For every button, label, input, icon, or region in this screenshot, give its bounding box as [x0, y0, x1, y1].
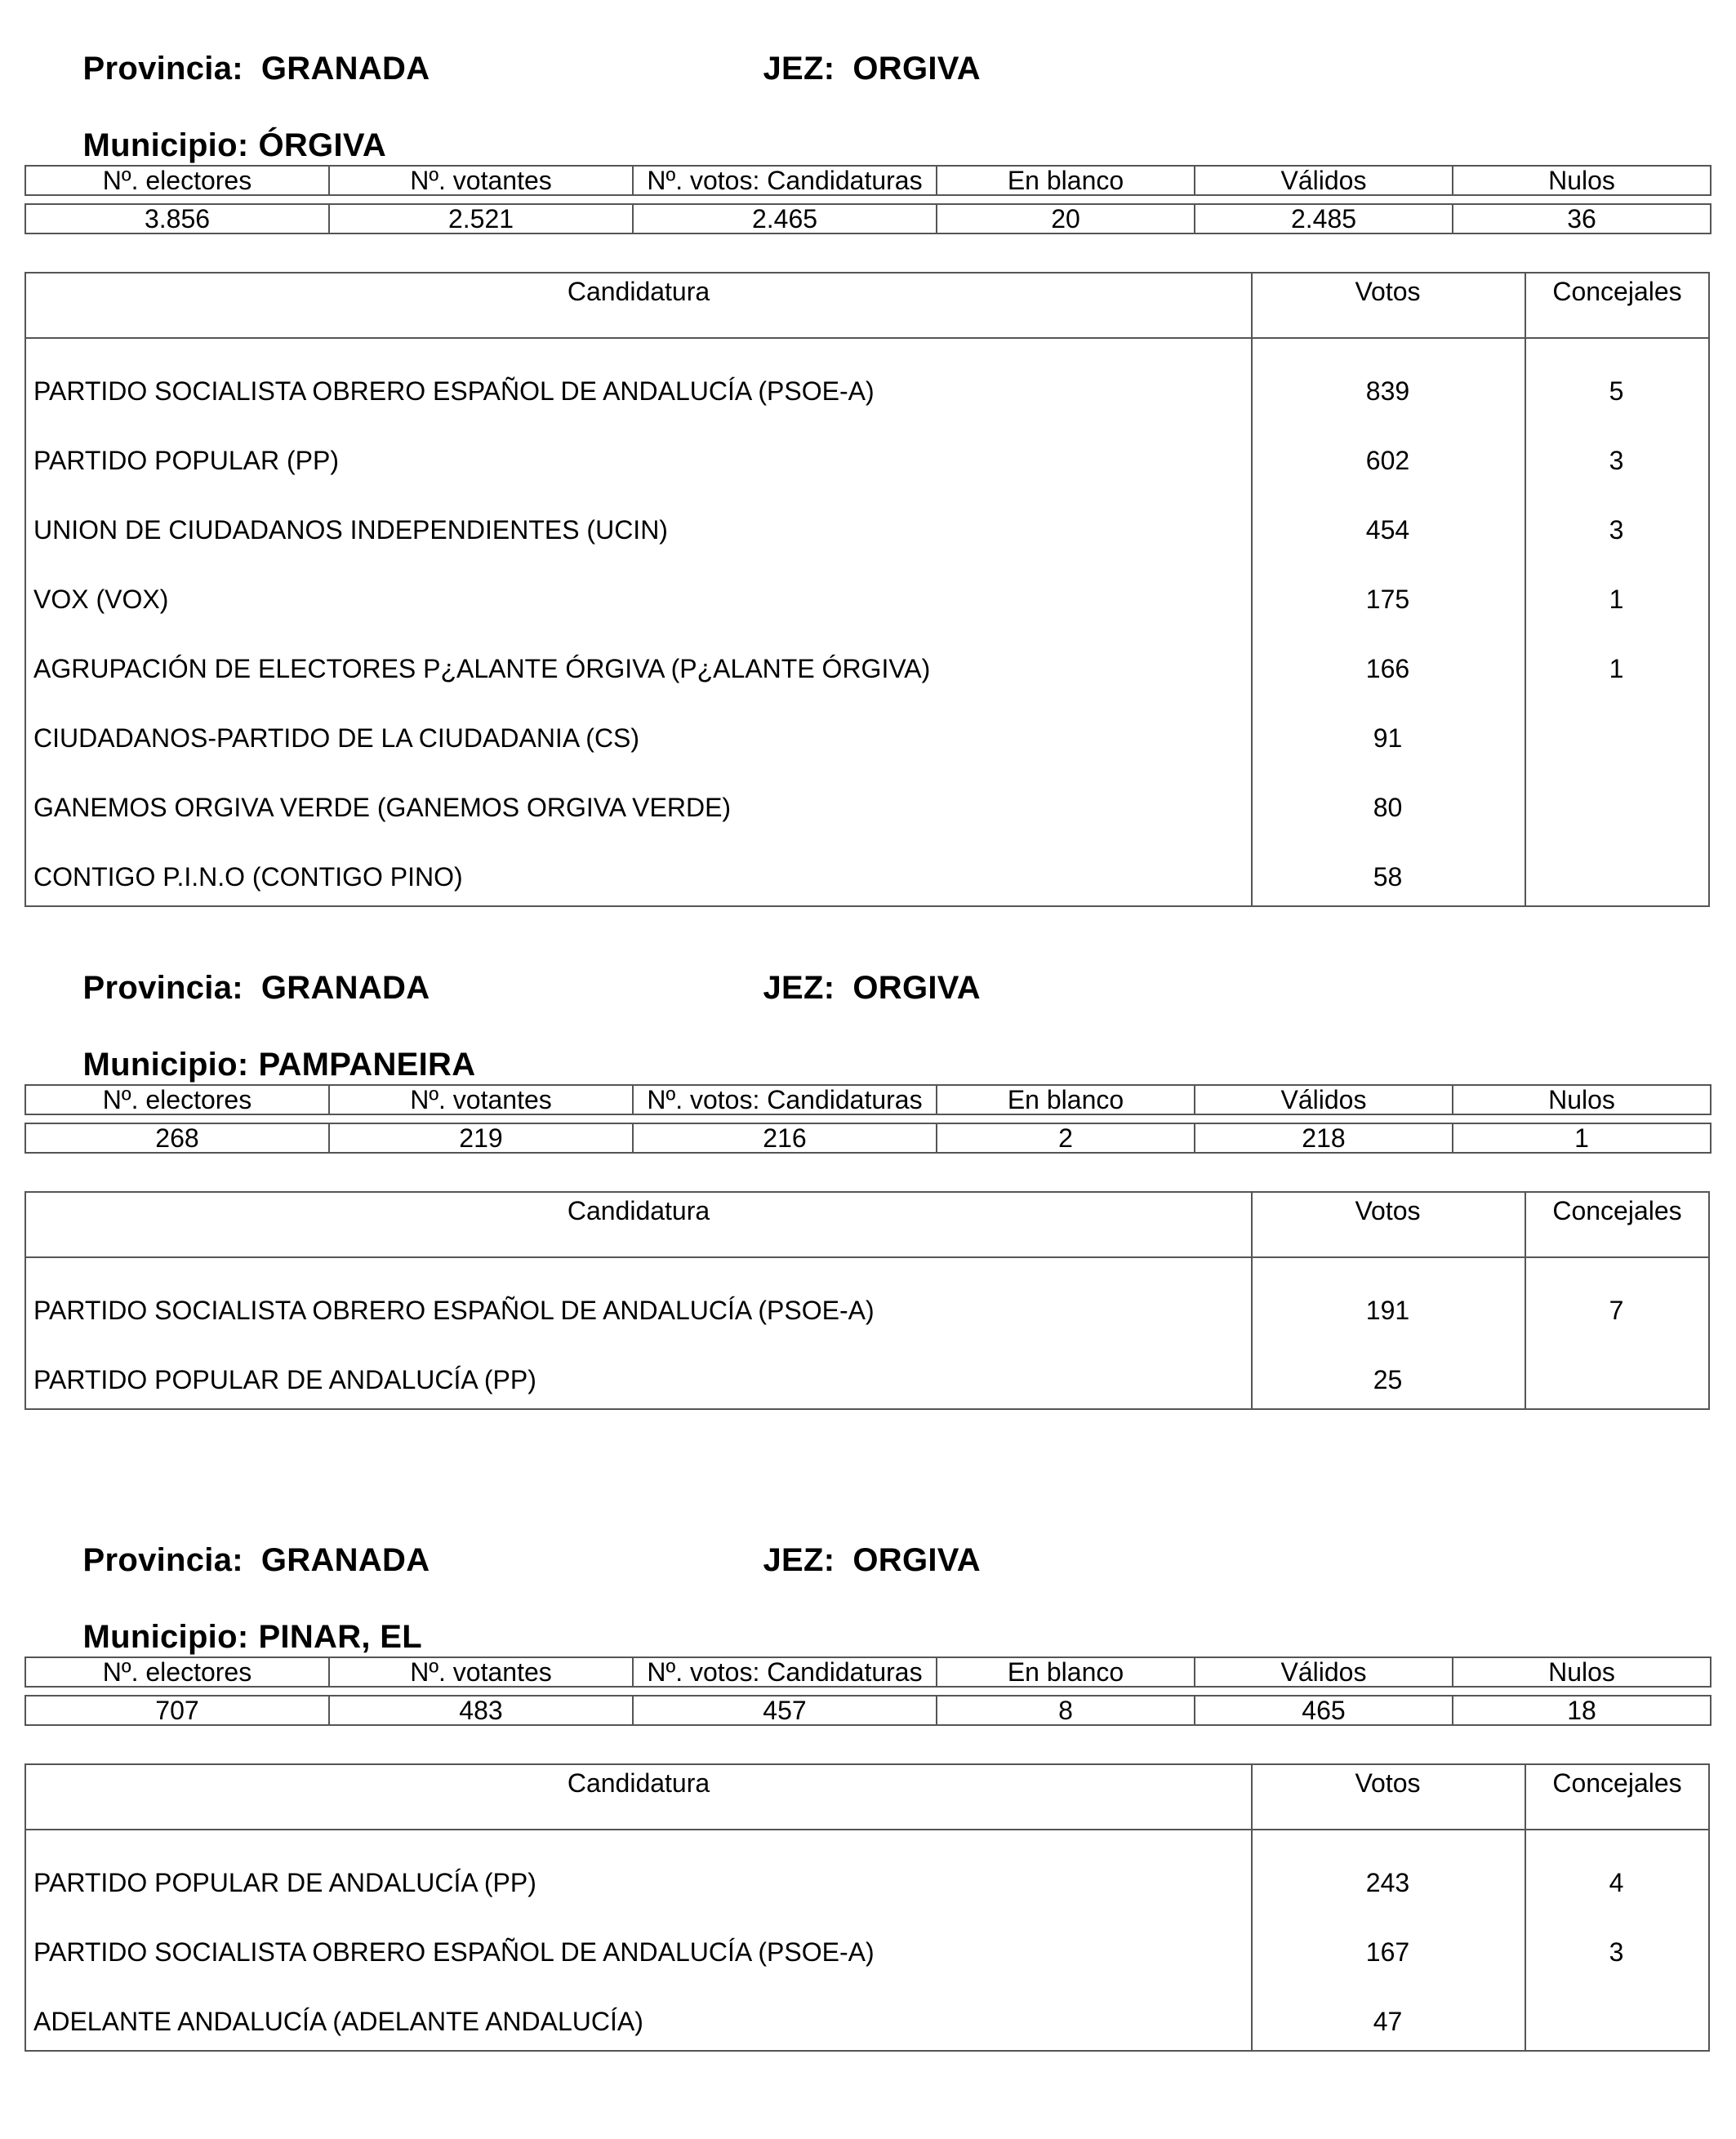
stats-value-votantes: 2.521 [329, 204, 633, 233]
candidate-votes: 454 [1365, 515, 1410, 545]
stats-value-votos-candidaturas: 216 [633, 1123, 937, 1153]
jez-value: ORGIVA [852, 1542, 981, 1578]
municipio-value: PAMPANEIRA [258, 1047, 476, 1083]
stats-value-row [25, 1696, 1711, 1725]
candidate-votes: 175 [1365, 585, 1410, 614]
provincia-label: Provincia: [82, 1542, 243, 1578]
header-concejales: Concejales [1525, 273, 1708, 337]
table-row [26, 704, 1708, 773]
stats-table [24, 1084, 1712, 1154]
stats-header-row [25, 1657, 1711, 1687]
table-row [26, 357, 1708, 426]
stats-value-votantes: 219 [329, 1123, 633, 1153]
candidate-votes: 167 [1365, 1937, 1410, 1967]
municipio-label: Municipio: [82, 1619, 249, 1655]
candidate-votes: 602 [1365, 446, 1410, 475]
candidate-seats: 1 [1609, 585, 1624, 614]
table-row [26, 843, 1708, 905]
candidate-votes: 839 [1365, 376, 1410, 406]
candidates-table [24, 1191, 1710, 1410]
jez-value: ORGIVA [852, 51, 981, 87]
header-votos: Votos [1251, 273, 1523, 337]
stats-header-votantes: Nº. votantes [329, 166, 633, 195]
candidate-name: PARTIDO POPULAR (PP) [33, 446, 339, 475]
stats-value-electores: 707 [25, 1696, 329, 1725]
header-candidatura: Candidatura [567, 1196, 710, 1225]
stats-header-nulos: Nulos [1453, 166, 1711, 195]
table-row [26, 1987, 1708, 2050]
municipio-label: Municipio: [82, 127, 249, 163]
table-row [26, 1848, 1708, 1918]
jez-label: JEZ: [763, 51, 835, 87]
candidate-name: CIUDADANOS-PARTIDO DE LA CIUDADANIA (CS) [33, 723, 640, 753]
stats-value-en-blanco: 8 [937, 1696, 1195, 1725]
candidate-votes: 58 [1373, 862, 1403, 892]
header-concejales: Concejales [1525, 1765, 1708, 1829]
stats-value-votos-candidaturas: 2.465 [633, 204, 937, 233]
stats-header-en-blanco: En blanco [937, 1085, 1195, 1114]
candidate-seats: 3 [1609, 446, 1624, 475]
candidate-votes: 47 [1373, 2007, 1403, 2036]
candidate-votes: 191 [1365, 1296, 1410, 1325]
jez-header [707, 1511, 981, 1609]
candidate-seats: 7 [1609, 1296, 1624, 1325]
candidates-header-row [26, 273, 1708, 339]
stats-header-row [25, 166, 1711, 195]
provincia-value: GRANADA [260, 51, 430, 87]
candidate-votes: 243 [1365, 1868, 1410, 1897]
candidate-votes: 166 [1365, 654, 1410, 683]
stats-header-nulos: Nulos [1453, 1085, 1711, 1114]
stats-header-en-blanco: En blanco [937, 166, 1195, 195]
table-row [26, 1276, 1708, 1345]
stats-header-electores: Nº. electores [25, 1657, 329, 1687]
candidate-votes: 80 [1373, 793, 1403, 822]
stats-table [24, 165, 1712, 234]
candidate-name: PARTIDO SOCIALISTA OBRERO ESPAÑOL DE ANDALUCÍA (PSOE-A) [33, 1937, 875, 1967]
candidate-seats: 3 [1609, 1937, 1624, 1967]
stats-value-en-blanco: 2 [937, 1123, 1195, 1153]
header-candidatura: Candidatura [567, 277, 710, 306]
stats-header-votantes: Nº. votantes [329, 1657, 633, 1687]
candidates-table [24, 1763, 1710, 2052]
stats-value-votantes: 483 [329, 1696, 633, 1725]
candidate-seats: 3 [1609, 515, 1624, 545]
header-candidatura: Candidatura [567, 1768, 710, 1798]
candidate-seats: 5 [1609, 376, 1624, 406]
candidate-name: CONTIGO P.I.N.O (CONTIGO PINO) [33, 862, 463, 892]
candidate-name: PARTIDO POPULAR DE ANDALUCÍA (PP) [33, 1868, 536, 1897]
stats-value-nulos: 18 [1453, 1696, 1711, 1725]
stats-header-electores: Nº. electores [25, 1085, 329, 1114]
table-row [26, 634, 1708, 704]
stats-header-votos-candidaturas: Nº. votos: Candidaturas [633, 1085, 937, 1114]
provincia-label: Provincia: [82, 970, 243, 1006]
header-concejales: Concejales [1525, 1193, 1708, 1256]
candidates-table [24, 272, 1710, 907]
table-row [26, 1345, 1708, 1408]
stats-header-validos: Válidos [1195, 1657, 1453, 1687]
table-row [26, 773, 1708, 843]
candidate-name: VOX (VOX) [33, 585, 169, 614]
stats-header-en-blanco: En blanco [937, 1657, 1195, 1687]
candidate-name: GANEMOS ORGIVA VERDE (GANEMOS ORGIVA VERDE) [33, 793, 732, 822]
candidate-name: ADELANTE ANDALUCÍA (ADELANTE ANDALUCÍA) [33, 2007, 643, 2036]
stats-value-electores: 268 [25, 1123, 329, 1153]
table-row [26, 496, 1708, 565]
stats-value-validos: 465 [1195, 1696, 1453, 1725]
stats-value-validos: 2.485 [1195, 204, 1453, 233]
header-votos: Votos [1251, 1765, 1523, 1829]
municipio-label: Municipio: [82, 1047, 249, 1083]
candidate-name: PARTIDO SOCIALISTA OBRERO ESPAÑOL DE ANDALUCÍA (PSOE-A) [33, 376, 875, 406]
provincia-label: Provincia: [82, 51, 243, 87]
stats-header-validos: Válidos [1195, 1085, 1453, 1114]
candidate-name: UNION DE CIUDADANOS INDEPENDIENTES (UCIN) [33, 515, 668, 545]
header-votos: Votos [1251, 1193, 1523, 1256]
jez-label: JEZ: [763, 970, 835, 1006]
jez-header [707, 20, 981, 118]
candidates-header-row [26, 1765, 1708, 1830]
stats-header-votos-candidaturas: Nº. votos: Candidaturas [633, 166, 937, 195]
municipio-value: ÓRGIVA [258, 127, 387, 163]
stats-header-validos: Válidos [1195, 166, 1453, 195]
provincia-value: GRANADA [260, 1542, 430, 1578]
stats-table [24, 1657, 1712, 1726]
candidate-votes: 91 [1373, 723, 1403, 753]
candidates-header-row [26, 1193, 1708, 1258]
jez-value: ORGIVA [852, 970, 981, 1006]
stats-value-row [25, 204, 1711, 233]
candidate-name: PARTIDO SOCIALISTA OBRERO ESPAÑOL DE ANDALUCÍA (PSOE-A) [33, 1296, 875, 1325]
candidate-seats: 4 [1609, 1868, 1624, 1897]
table-row [26, 1918, 1708, 1987]
stats-header-votantes: Nº. votantes [329, 1085, 633, 1114]
candidate-name: PARTIDO POPULAR DE ANDALUCÍA (PP) [33, 1365, 536, 1394]
stats-value-nulos: 36 [1453, 204, 1711, 233]
candidate-votes: 25 [1373, 1365, 1403, 1394]
table-row [26, 426, 1708, 496]
stats-value-row [25, 1123, 1711, 1153]
stats-header-nulos: Nulos [1453, 1657, 1711, 1687]
stats-value-validos: 218 [1195, 1123, 1453, 1153]
stats-value-nulos: 1 [1453, 1123, 1711, 1153]
table-row [26, 565, 1708, 634]
candidate-seats: 1 [1609, 654, 1624, 683]
candidate-name: AGRUPACIÓN DE ELECTORES P¿ALANTE ÓRGIVA (P¿ALANTE ÓRGIVA) [33, 654, 931, 683]
jez-header [707, 939, 981, 1037]
stats-value-en-blanco: 20 [937, 204, 1195, 233]
stats-header-electores: Nº. electores [25, 166, 329, 195]
jez-label: JEZ: [763, 1542, 835, 1578]
municipio-value: PINAR, EL [258, 1619, 422, 1655]
stats-value-electores: 3.856 [25, 204, 329, 233]
stats-header-row [25, 1085, 1711, 1114]
stats-header-votos-candidaturas: Nº. votos: Candidaturas [633, 1657, 937, 1687]
provincia-value: GRANADA [260, 970, 430, 1006]
stats-value-votos-candidaturas: 457 [633, 1696, 937, 1725]
